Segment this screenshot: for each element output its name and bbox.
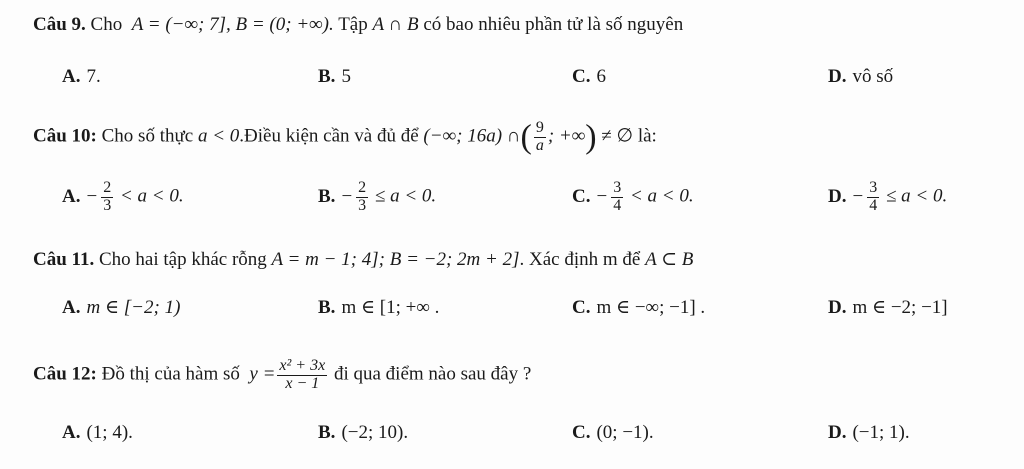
question-11-math-a: A = m − 1; 4]; B = −2; 2m + 2] (271, 249, 520, 270)
option-label: B. (318, 297, 336, 318)
fraction-numerator: 2 (103, 179, 112, 196)
option-label: A. (62, 297, 81, 318)
question-12-option-c[interactable] (572, 422, 654, 444)
option-value: (−1; 1). (852, 422, 910, 443)
question-10-number: Câu 10: (33, 125, 97, 147)
option-label: C. (572, 297, 591, 318)
option-value: m ∈ −∞; −1] . (596, 297, 706, 318)
question-11-math-b: A ⊂ B (645, 249, 694, 270)
question-12-option-a[interactable] (62, 422, 133, 444)
option-value: m ∈ [−2; 1) (86, 297, 181, 318)
question-10-math-a: a < 0 (197, 125, 240, 147)
option-label: A. (62, 66, 81, 87)
option-label: D. (828, 422, 847, 443)
question-11-option-c[interactable] (572, 296, 705, 319)
left-paren: ( (520, 118, 532, 156)
question-10-text-b: .Điều kiện cần và đủ để (239, 125, 419, 147)
option-label: C. (572, 422, 591, 443)
question-9-option-a[interactable] (62, 66, 101, 88)
option-label: D. (828, 185, 847, 207)
option-value: vô số (852, 66, 894, 87)
question-9-option-d[interactable] (828, 66, 893, 88)
question-9-text-b: Tập (338, 14, 368, 35)
minus-sign: − (86, 185, 98, 207)
question-10-option-a[interactable] (62, 180, 184, 215)
question-10-math-b2: ; +∞ (547, 125, 586, 147)
question-11-number: Câu 11. (33, 249, 95, 270)
question-9-text-c: có bao nhiêu phần tử là số nguyên (423, 14, 684, 35)
fraction-denominator: x − 1 (285, 374, 320, 392)
question-12-option-b[interactable] (318, 422, 408, 444)
question-12-text-a: Đồ thị của hàm số (101, 363, 240, 385)
option-inequality: < a < 0. (119, 185, 184, 207)
option-fraction (101, 180, 113, 215)
option-label: D. (828, 297, 847, 318)
fraction-denominator: 4 (613, 196, 622, 214)
question-9-math: A = (−∞; 7], B = (0; +∞). (131, 14, 334, 35)
option-label: D. (828, 66, 847, 87)
right-paren: ) (585, 118, 597, 156)
option-value: 6 (596, 66, 606, 87)
fraction-numerator: 3 (869, 179, 878, 196)
question-10-option-c[interactable] (572, 180, 694, 215)
fraction-numerator: 9 (535, 119, 544, 136)
fraction-denominator: 3 (103, 196, 112, 214)
question-11-option-b[interactable] (318, 296, 439, 319)
option-inequality: < a < 0. (629, 185, 694, 207)
option-value: m ∈ −2; −1] (852, 297, 948, 318)
minus-sign: − (852, 185, 864, 207)
option-value: 5 (341, 66, 351, 87)
fraction-numerator: 3 (613, 179, 622, 196)
option-value: (0; −1). (596, 422, 654, 443)
question-10 (33, 120, 657, 155)
question-12-number: Câu 12: (33, 363, 97, 385)
question-9-math-b: A ∩ B (372, 14, 419, 35)
option-value: 7. (86, 66, 101, 87)
option-label: A. (62, 422, 81, 443)
option-fraction (611, 180, 623, 215)
option-label: B. (318, 422, 336, 443)
fraction-numerator: x² + 3x (279, 357, 326, 374)
question-12 (33, 358, 531, 393)
option-label: A. (62, 185, 81, 207)
question-10-math-b3: ≠ ∅ (601, 125, 634, 147)
question-10-fraction (534, 120, 546, 155)
option-inequality: ≤ a < 0. (885, 185, 948, 207)
option-value: (1; 4). (86, 422, 133, 443)
question-11-text-a: Cho hai tập khác rỗng (99, 249, 267, 270)
question-10-text-a: Cho số thực (101, 125, 194, 147)
option-fraction (356, 180, 368, 215)
question-9 (33, 14, 683, 36)
question-11-text-b: . Xác định m để (519, 249, 641, 270)
option-label: B. (318, 66, 336, 87)
option-value: m ∈ [1; +∞ . (341, 297, 440, 318)
question-12-option-d[interactable] (828, 422, 910, 444)
fraction-denominator: 4 (869, 196, 878, 214)
question-12-math-y: y = (249, 363, 276, 385)
question-10-text-c: là: (637, 125, 657, 147)
question-9-text-a: Cho (90, 14, 123, 35)
option-fraction (867, 180, 879, 215)
fraction-denominator: 3 (358, 196, 367, 214)
fraction-denominator: a (535, 136, 544, 154)
fraction-numerator: 2 (358, 179, 367, 196)
question-9-option-c[interactable] (572, 66, 606, 88)
option-inequality: ≤ a < 0. (374, 185, 437, 207)
question-11-option-d[interactable] (828, 296, 948, 319)
minus-sign: − (596, 185, 608, 207)
question-10-option-d[interactable] (828, 180, 947, 215)
question-10-math-b1: (−∞; 16a) ∩ (423, 125, 521, 147)
question-11 (33, 248, 693, 271)
question-11-option-a[interactable] (62, 296, 180, 319)
question-9-option-b[interactable] (318, 66, 351, 88)
minus-sign: − (341, 185, 353, 207)
option-value: (−2; 10). (341, 422, 409, 443)
option-label: C. (572, 185, 591, 207)
option-label: B. (318, 185, 336, 207)
question-9-number: Câu 9. (33, 14, 86, 35)
question-10-option-b[interactable] (318, 180, 436, 215)
question-12-text-b: đi qua điểm nào sau đây ? (333, 363, 532, 385)
question-12-fraction (277, 358, 327, 393)
option-label: C. (572, 66, 591, 87)
